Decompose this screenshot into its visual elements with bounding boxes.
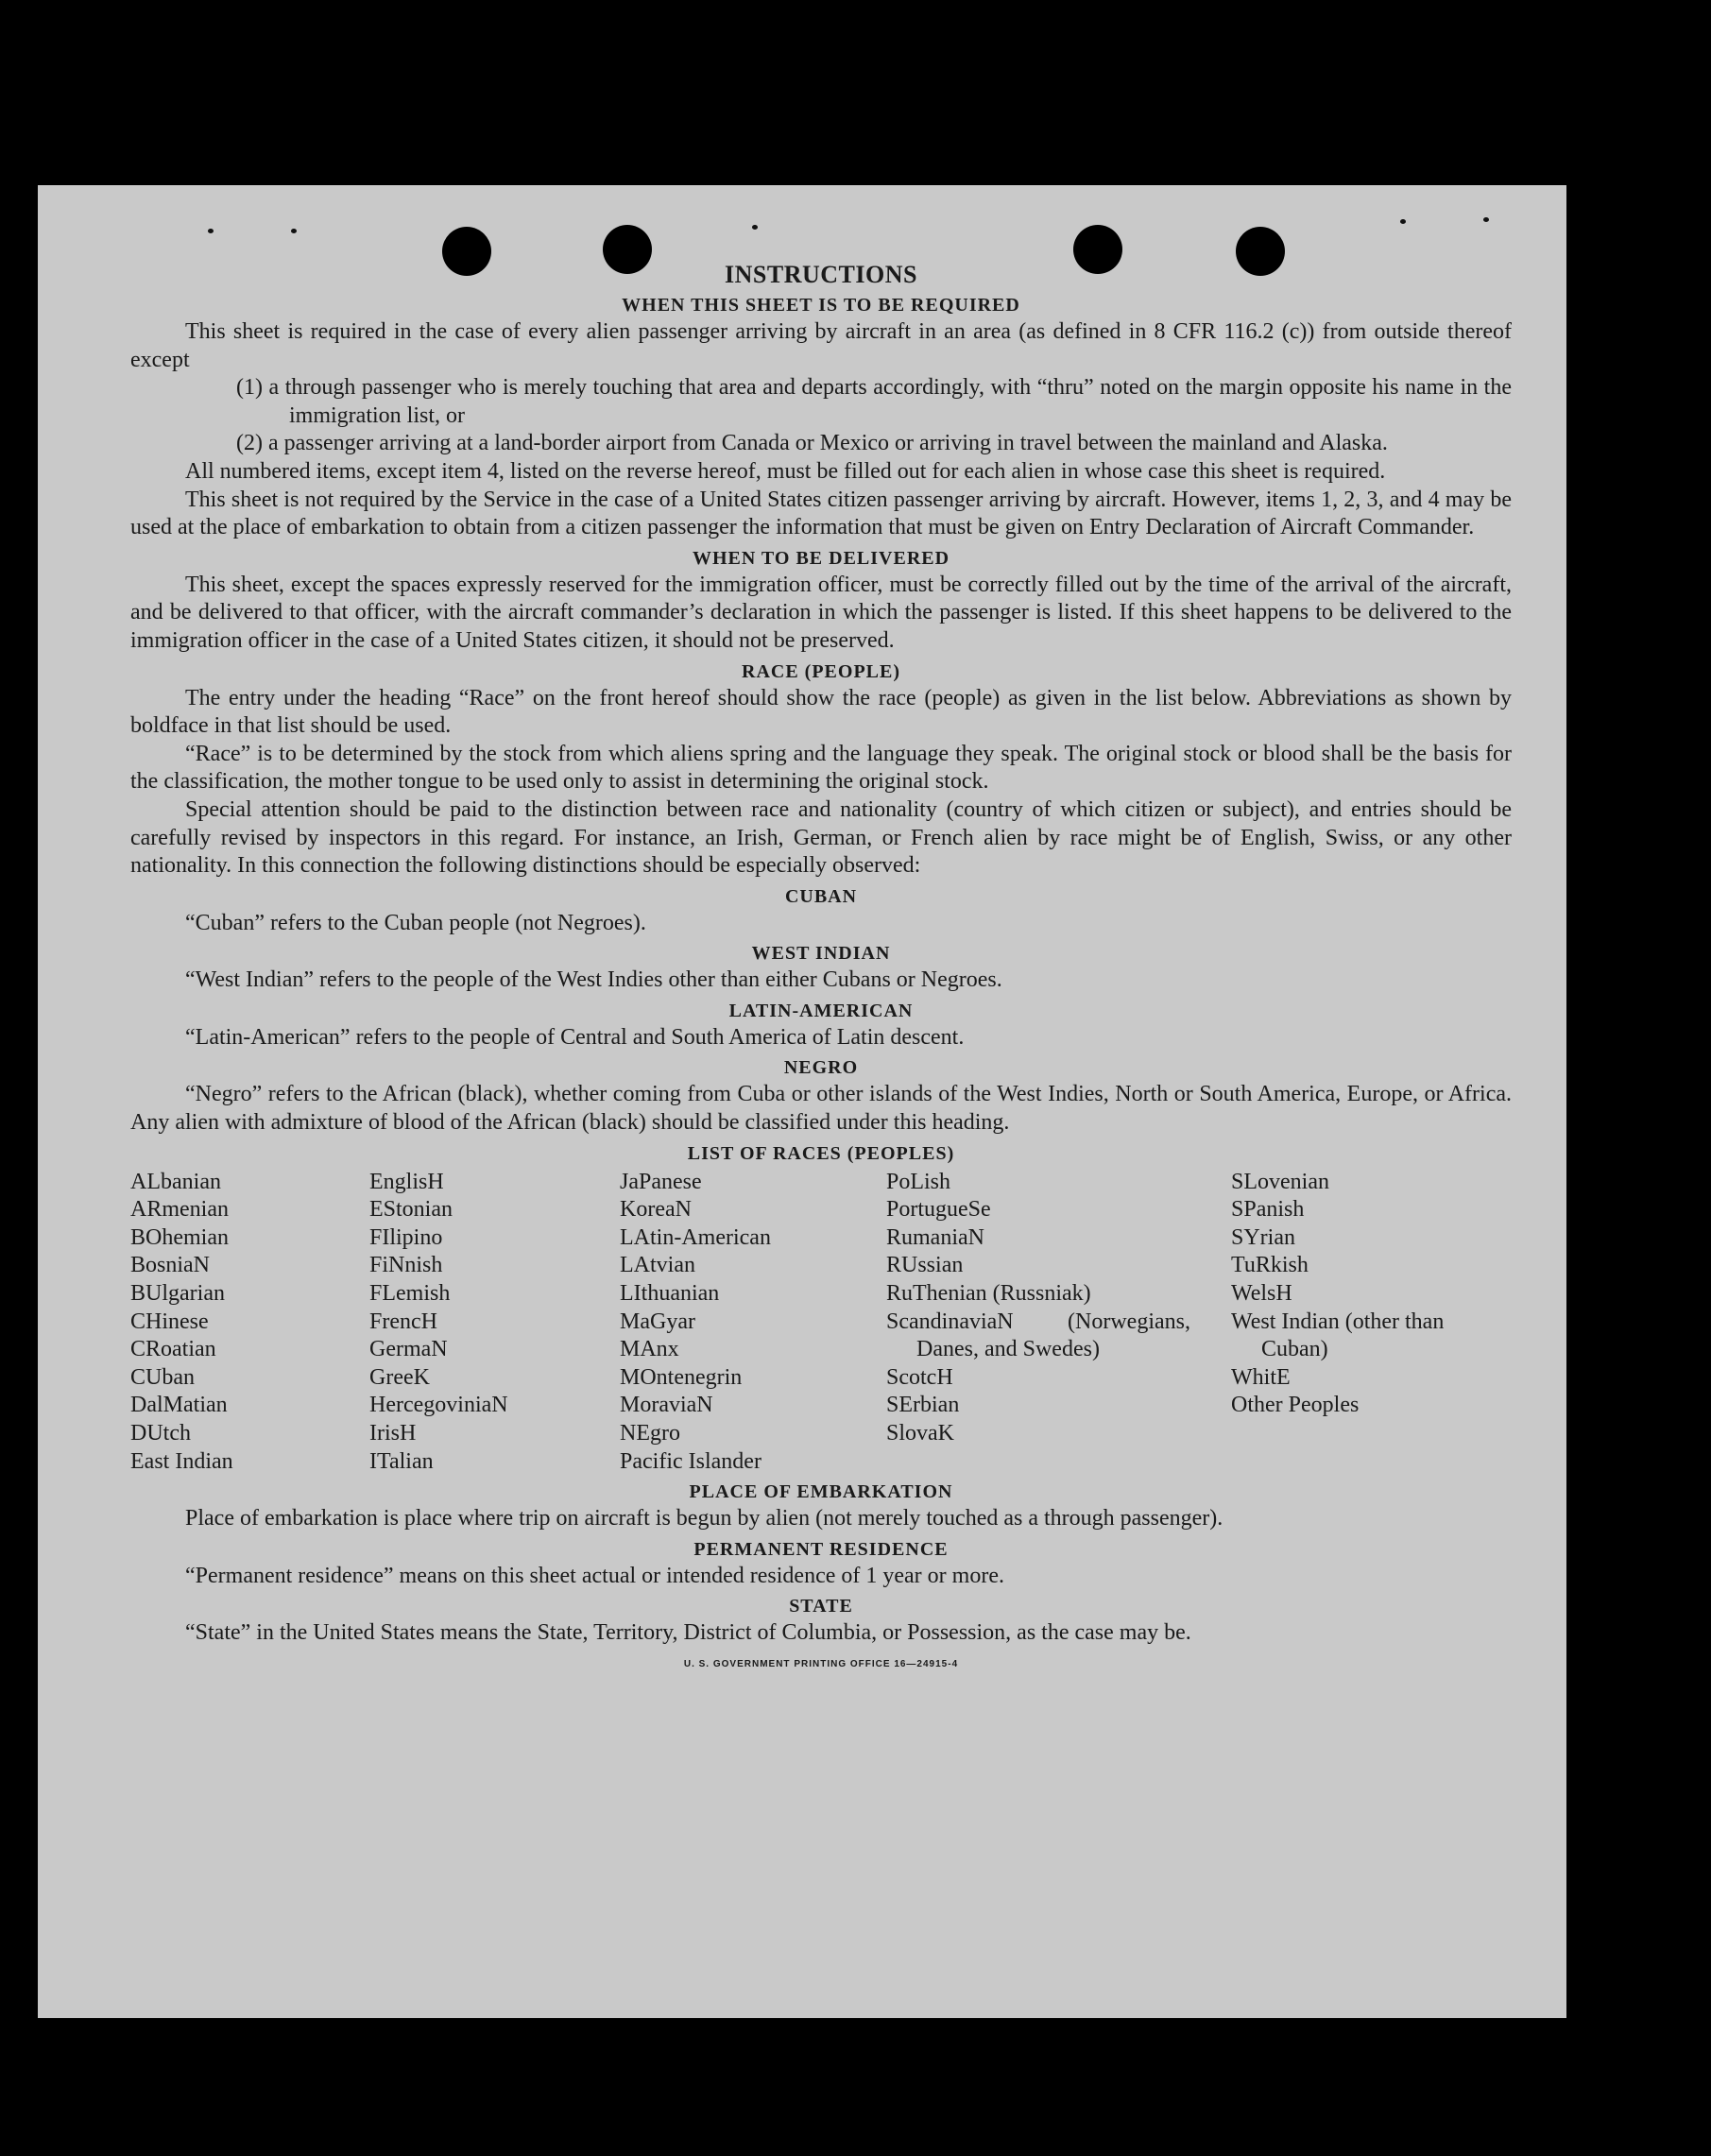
section-heading: WHEN TO BE DELIVERED (692, 547, 950, 569)
paragraph: “Negro” refers to the African (black), whether coming from Cuba or other islands of the West Indies, North or South America, Europe, or Africa. Any alien with admixture of blood of the African (black) should be classified under this heading. (130, 1082, 1512, 1136)
section-heading: NEGRO (783, 1057, 859, 1079)
race-item: HercegoviniaN (369, 1393, 508, 1418)
section-heading: CUBAN (784, 885, 858, 907)
document-page (38, 185, 1566, 2018)
race-item: NEgro (620, 1421, 680, 1446)
page-title: INSTRUCTIONS (725, 261, 917, 288)
paragraph: The entry under the heading “Race” on the front hereof should show the race (people) as given in the list below. Abbreviations as shown by boldface in that list should be used. (130, 685, 1512, 739)
speck (291, 229, 297, 233)
paragraph: All numbered items, except item 4, listed on the reverse hereof, must be filled out for each alien in whose case this sheet is required. (185, 458, 1386, 484)
race-item: PoLish (886, 1169, 951, 1194)
paragraph: This sheet is not required by the Service in the case of a United States citizen passenger arriving by aircraft. However, items 1, 2, 3, and 4 may be used at the place of embarkation to obtain from a citizen passenger the information that must be given on Entry Declaration of Aircraft Commander. (130, 487, 1512, 540)
race-item: RUssian (886, 1253, 964, 1278)
race-item: SlovaK (886, 1421, 954, 1446)
race-item: SYrian (1231, 1224, 1295, 1250)
race-item: KoreaN (620, 1197, 692, 1223)
speck (752, 225, 758, 230)
race-item: TuRkish (1231, 1253, 1309, 1278)
race-item: CUban (130, 1364, 195, 1390)
race-column (620, 1169, 886, 1477)
instructions-content (130, 261, 1512, 1669)
speck (208, 229, 214, 233)
race-item: EStonian (369, 1197, 453, 1223)
paragraph: This sheet, except the spaces expressly reserved for the immigration officer, must be correctly filled out by the time of the arrival of the aircraft, and be delivered to that officer, with the aircraft commander’s declaration in which the passenger is listed. If this sheet happens to be delivered to the immigration officer in the case of a United States citizen, it should not be preserved. (130, 572, 1512, 653)
race-item: JaPanese (620, 1169, 702, 1194)
race-item: ARmenian (130, 1197, 229, 1223)
race-item: East Indian (130, 1448, 233, 1474)
race-item: MOntenegrin (620, 1364, 743, 1390)
race-item: RumaniaN (886, 1224, 984, 1250)
race-item: CHinese (130, 1309, 209, 1334)
race-item: WhitE (1231, 1364, 1291, 1390)
section-heading: STATE (789, 1596, 853, 1617)
race-item: Other Peoples (1231, 1393, 1360, 1418)
race-item: SErbian (886, 1393, 960, 1418)
list-item: (1) a through passenger who is merely touching that area and departs accordingly, with “thru” noted on the margin opposite his name in the immigration list, or (236, 375, 1512, 428)
race-column (886, 1169, 1231, 1477)
race-item: FiNnish (369, 1253, 443, 1278)
paragraph: “Cuban” refers to the Cuban people (not Negroes). (185, 910, 646, 935)
race-item: MoraviaN (620, 1393, 713, 1418)
race-item: RuThenian (Russniak) (886, 1281, 1091, 1307)
section-heading: LIST OF RACES (PEOPLES) (687, 1142, 955, 1164)
race-item: SPanish (1231, 1197, 1305, 1223)
list-item: (2) a passenger arriving at a land-border airport from Canada or Mexico or arriving in travel between the mainland and Alaska. (236, 431, 1388, 456)
paragraph: “State” in the United States means the State, Territory, District of Columbia, or Possession, as the case may be. (185, 1620, 1191, 1646)
paragraph: Special attention should be paid to the distinction between race and nationality (country of which citizen or subject), and entries should be carefully revised by inspectors in this regard. For instance, an Irish, German, or French alien by race might be of English, Swiss, or any other nationality. In this connection the following distinctions should be especially observed: (130, 796, 1512, 879)
race-item: BUlgarian (130, 1281, 225, 1307)
paragraph: “Latin-American” refers to the people of Central and South America of Latin descent. (185, 1024, 965, 1050)
race-item: DUtch (130, 1421, 191, 1446)
race-list (130, 1169, 1512, 1477)
race-item: LAtin-American (620, 1224, 771, 1250)
race-item: PortugueSe (886, 1197, 991, 1223)
race-item: GermaN (369, 1337, 448, 1362)
section-heading: LATIN-AMERICAN (728, 1000, 914, 1021)
race-item: MAnx (620, 1337, 679, 1362)
race-column (130, 1169, 369, 1477)
speck (1483, 217, 1489, 222)
printer-imprint: U. S. GOVERNMENT PRINTING OFFICE 16—24915-4 (683, 1658, 959, 1669)
race-item: BosniaN (130, 1253, 210, 1278)
race-item: FLemish (369, 1281, 451, 1307)
race-item: West Indian (other than Cuban) (1231, 1309, 1445, 1362)
race-item: Pacific Islander (620, 1448, 761, 1474)
paragraph: “West Indian” refers to the people of the West Indies other than either Cubans or Negroes. (185, 967, 1002, 993)
race-item: FrencH (369, 1309, 437, 1334)
section-heading: WHEN THIS SHEET IS TO BE REQUIRED (622, 295, 1020, 316)
race-item: CRoatian (130, 1337, 216, 1362)
race-item: GreeK (369, 1364, 430, 1390)
race-item: SLovenian (1231, 1169, 1329, 1194)
section-heading: RACE (PEOPLE) (742, 660, 900, 682)
speck (1400, 219, 1406, 224)
race-item: FIlipino (369, 1224, 443, 1250)
paragraph: This sheet is required in the case of every alien passenger arriving by aircraft in an area (as defined in 8 CFR 116.2 (c)) from outside thereof except (130, 319, 1512, 372)
race-item: ALbanian (130, 1169, 221, 1194)
section-heading: WEST INDIAN (751, 943, 891, 965)
race-item: ScandinaviaN (Norwegians, Danes, and Swedes) (886, 1309, 1190, 1362)
section-heading: PLACE OF EMBARKATION (689, 1481, 953, 1503)
race-item: ITalian (369, 1448, 434, 1474)
paragraph: Place of embarkation is place where trip on aircraft is begun by alien (not merely touched as a through passenger). (185, 1506, 1223, 1531)
race-item: WelsH (1231, 1281, 1292, 1307)
race-item: IrisH (369, 1421, 417, 1446)
race-item: EnglisH (369, 1169, 444, 1194)
race-item: BOhemian (130, 1224, 229, 1250)
section-heading: PERMANENT RESIDENCE (693, 1538, 949, 1560)
race-item: ScotcH (886, 1364, 953, 1390)
race-column (369, 1169, 620, 1477)
race-item: LAtvian (620, 1253, 695, 1278)
race-column (1231, 1169, 1496, 1477)
paragraph: “Race” is to be determined by the stock from which aliens spring and the language they speak. The original stock or blood shall be the basis for the classification, the mother tongue to be used only to assist in determining the original stock. (130, 741, 1512, 795)
race-item: LIthuanian (620, 1281, 720, 1307)
race-item: MaGyar (620, 1309, 695, 1334)
paragraph: “Permanent residence” means on this sheet actual or intended residence of 1 year or more. (185, 1563, 1004, 1588)
race-item: DalMatian (130, 1393, 228, 1418)
